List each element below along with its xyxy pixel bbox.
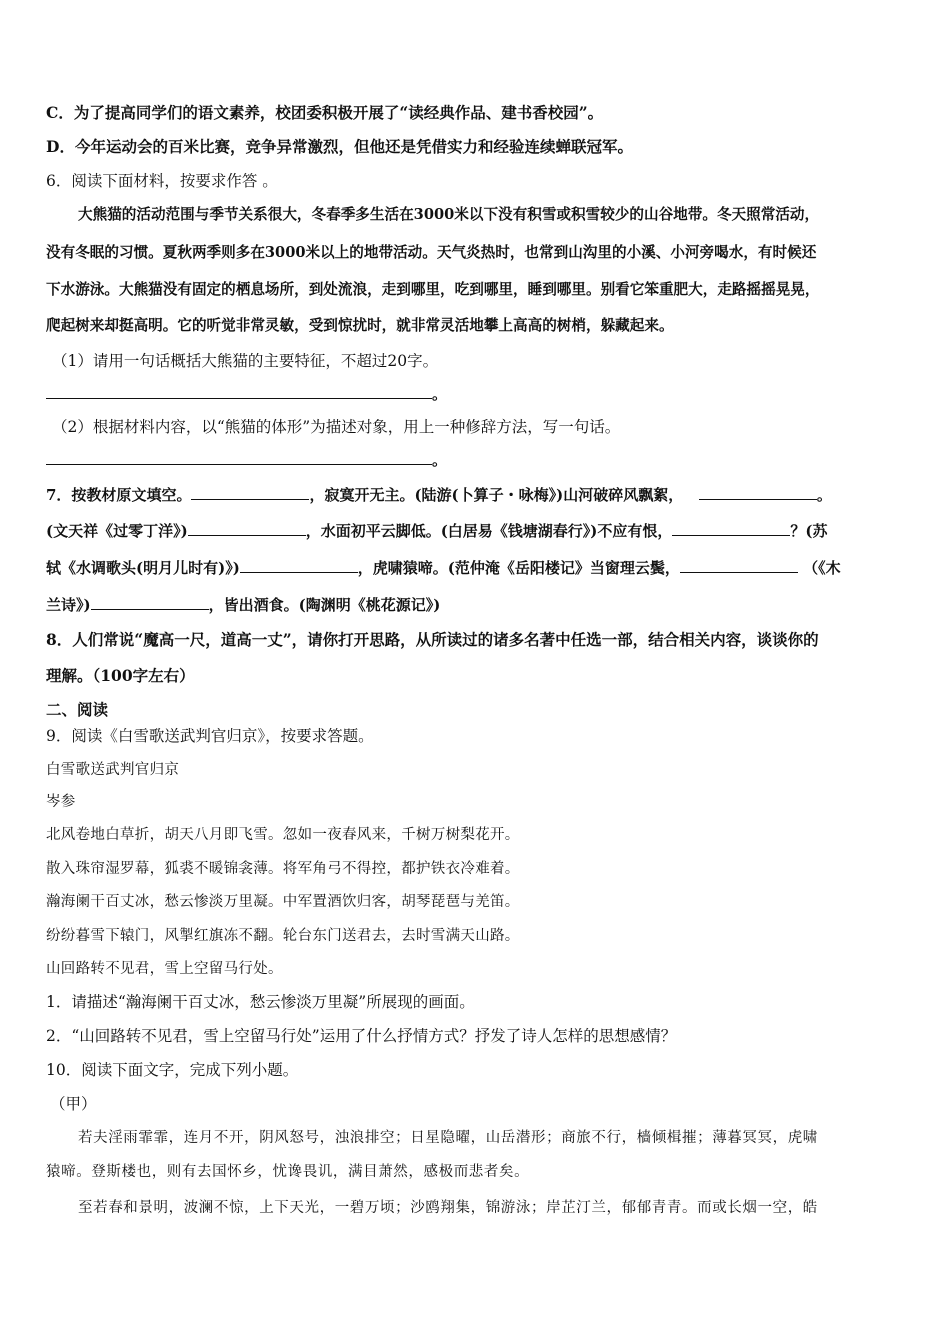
q9-question-2: 2．“山回路转不见君，雪上空留马行处”运用了什么抒情方式？抒发了诗人怎样的思想感情？ bbox=[46, 1027, 677, 1045]
q10-para1-line: 猿啼。登斯楼也，则有去国怀乡，忧谗畏讥，满目萧然，感极而悲者矣。 bbox=[46, 1164, 530, 1180]
q7-line-1 bbox=[46, 485, 832, 505]
q7-line-4 bbox=[46, 595, 440, 615]
q7-blank[interactable] bbox=[91, 595, 209, 610]
q7-text: ，皆出酒食。(陶渊明《桃花源记》) bbox=[208, 596, 441, 614]
poem-line: 山回路转不见君，雪上空留马行处。 bbox=[46, 961, 283, 977]
poem-author: 岑参 bbox=[46, 794, 76, 810]
q7-blank[interactable] bbox=[672, 521, 790, 536]
q10-part-label: （甲） bbox=[50, 1095, 97, 1113]
q8-line-2: 理解。（100字左右） bbox=[46, 666, 195, 685]
q7-blank[interactable] bbox=[240, 558, 358, 573]
q6-answer-line-1[interactable] bbox=[46, 383, 447, 404]
q6-sub1: （1）请用一句话概括大熊猫的主要特征，不超过20字。 bbox=[52, 352, 439, 370]
q7-text: ？(苏 bbox=[790, 522, 828, 540]
poem-line: 瀚海阑干百丈冰，愁云惨淡万里凝。中军置酒饮归客，胡琴琵琶与羌笛。 bbox=[46, 894, 520, 910]
q5-option-c: C．为了提高同学们的语文素养，校团委积极开展了“读经典作品、建书香校园”。 bbox=[46, 103, 604, 122]
q7-line-3 bbox=[46, 558, 841, 578]
q9-question-1: 1．请描述“瀚海阑干百丈冰，愁云惨淡万里凝”所展现的画面。 bbox=[46, 993, 475, 1011]
q7-text: 。 bbox=[816, 486, 832, 504]
q6-period: 。 bbox=[432, 385, 448, 403]
q9-title: 9．阅读《白雪歌送武判官归京》，按要求答题。 bbox=[46, 727, 374, 745]
poem-line: 散入珠帘湿罗幕，狐裘不暖锦衾薄。将军角弓不得控，都护铁衣冷难着。 bbox=[46, 861, 520, 877]
q7-text: 轼《水调歌头(明月儿时有)》) bbox=[46, 559, 240, 577]
q7-text: （《木 bbox=[803, 559, 841, 577]
q7-text: 兰诗》) bbox=[46, 596, 91, 614]
q5-option-d: D．今年运动会的百米比赛，竞争异常激烈，但他还是凭借实力和经验连续蝉联冠军。 bbox=[46, 137, 633, 156]
poem-line: 纷纷暮雪下辕门，风掣红旗冻不翻。轮台东门送君去，去时雪满天山路。 bbox=[46, 928, 520, 944]
q10-para2-line: 至若春和景明，波澜不惊，上下天光，一碧万顷；沙鸥翔集，锦游泳；岸芷汀兰，郁郁青青。而或长烟一空，皓 bbox=[78, 1200, 818, 1216]
q7-blank[interactable] bbox=[680, 558, 798, 573]
q6-passage-line: 下水游泳。大熊猫没有固定的栖息场所，到处流浪，走到哪里，吃到哪里，睡到哪里。别看它笨重肥大，走路摇摇晃晃， bbox=[46, 281, 820, 298]
poem-title: 白雪歌送武判官归京 bbox=[46, 762, 180, 778]
q7-text: 7．按教材原文填空。 bbox=[46, 486, 192, 504]
q6-passage-line: 没有冬眠的习惯。夏秋两季则多在3000米以上的地带活动。天气炎热时，也常到山沟里的小溪、小河旁喝水，有时候还 bbox=[46, 244, 817, 261]
q6-sub2: （2）根据材料内容，以“熊猫的体形”为描述对象，用上一种修辞方法，写一句话。 bbox=[52, 418, 621, 436]
q8-line-1: 8．人们常说“魔高一尺，道高一丈”，请你打开思路，从所读过的诸多名著中任选一部，结合相关内容，谈谈你的 bbox=[46, 630, 819, 649]
q7-blank[interactable] bbox=[188, 521, 306, 536]
q6-title: 6．阅读下面材料，按要求作答 。 bbox=[46, 172, 278, 190]
q10-title: 10．阅读下面文字，完成下列小题。 bbox=[46, 1061, 299, 1079]
q7-text: (文天祥《过零丁洋》) bbox=[46, 522, 188, 540]
q7-text: ，虎啸猿啼。(范仲淹《岳阳楼记》当窗理云鬓， bbox=[357, 559, 680, 577]
section-title: 二、阅读 bbox=[46, 700, 109, 719]
q7-blank[interactable] bbox=[699, 485, 817, 500]
q7-text: ，水面初平云脚低。(白居易《钱塘湖春行》)不应有恨， bbox=[305, 522, 673, 540]
q6-period: 。 bbox=[432, 451, 448, 469]
q6-answer-line-2[interactable] bbox=[46, 449, 447, 470]
q10-para1-line: 若夫淫雨霏霏，连月不开，阴风怒号，浊浪排空；日星隐曜，山岳潜形；商旅不行，樯倾楫摧；薄暮冥冥，虎啸 bbox=[78, 1130, 818, 1146]
poem-line: 北风卷地白草折，胡天八月即飞雪。忽如一夜春风来，千树万树梨花开。 bbox=[46, 827, 520, 843]
q6-passage-line: 大熊猫的活动范围与季节关系很大，冬春季多生活在3000米以下没有积雪或积雪较少的山谷地带。冬天照常活动， bbox=[78, 206, 820, 223]
q7-text: ，寂寞开无主。(陆游(卜算子・咏梅》)山河破碎风飘絮， bbox=[309, 486, 684, 504]
q7-blank[interactable] bbox=[191, 485, 309, 500]
q6-passage-line: 爬起树来却挺高明。它的听觉非常灵敏，受到惊扰时，就非常灵活地攀上高高的树梢，躲藏起来。 bbox=[46, 317, 674, 334]
q7-line-2 bbox=[46, 521, 828, 541]
